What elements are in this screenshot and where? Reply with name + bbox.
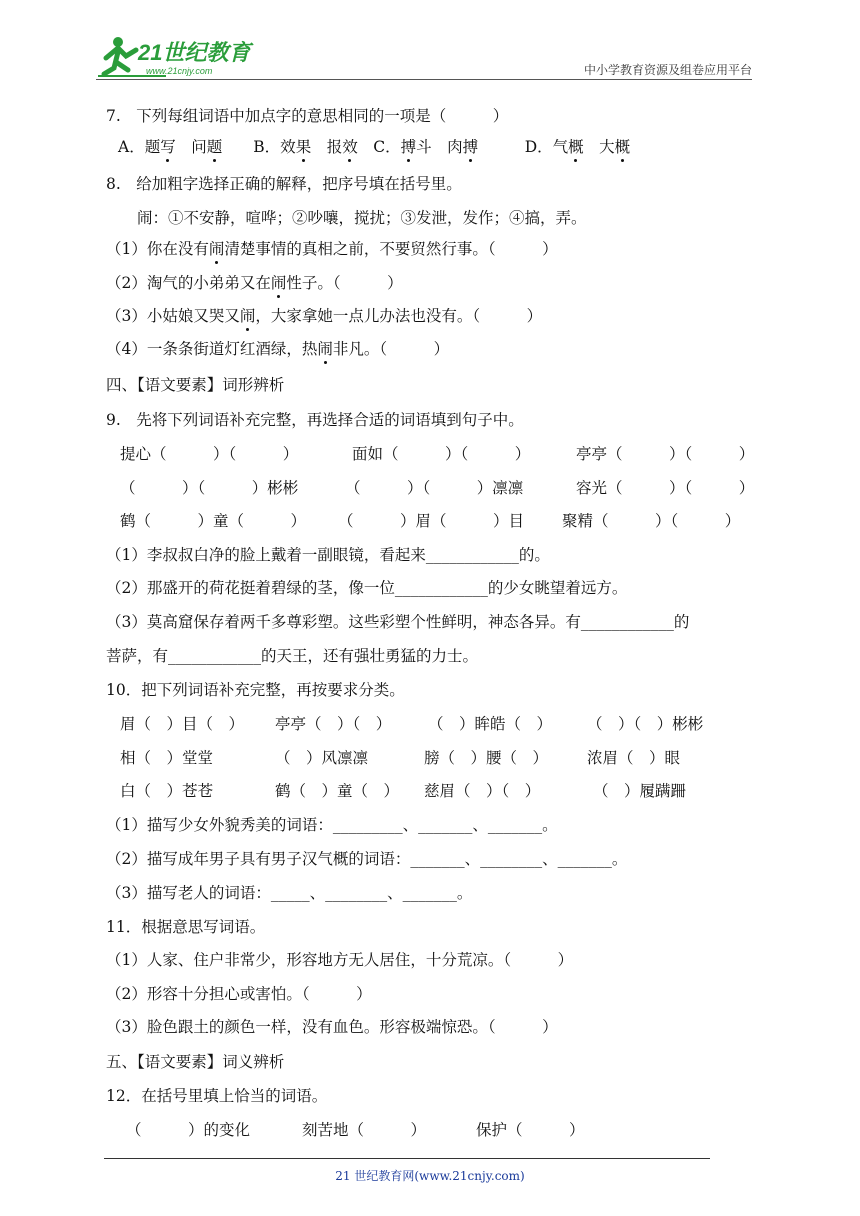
page-header [0,0,860,90]
site-logo [96,30,276,82]
q12-item: （ ）的变化 [126,1121,251,1139]
q9-sentence-3b: 菩萨，有____________的天王，还有强壮勇猛的力士。 [106,647,479,665]
q9-word: （ ）眉（ ）目 [338,512,525,530]
q11-item-2: （2）形容十分担心或害怕。（ ） [106,985,372,1003]
q7-options: A．题写 问题 B．效果 报效 C．搏斗 肉搏 D．气概 大概 [118,138,631,156]
q9-word: 提心（ ）（ ） [120,445,299,463]
q9-word: 聚精（ ）（ ） [562,512,741,530]
q9-word: （ ）（ ）彬彬 [120,479,299,497]
section-5-heading: 五、【语文要素】词义辨析 [106,1053,285,1071]
q11-item-3: （3）脸色跟土的颜色一样，没有血色。形容极端惊恐。（ ） [106,1018,558,1036]
q8-sentence-3: （3）小姑娘又哭又闹，大家拿她一点儿办法也没有。（ ） [106,307,543,325]
q11-stem: 11．根据意思写词语。 [106,918,266,936]
footer-divider [104,1158,710,1159]
q10-word: 慈眉（ ）（ ） [424,782,541,800]
q10-word: 亭亭（ ）（ ） [275,715,392,733]
q8-definitions: 闹：①不安静，喧哗；②吵嚷，搅扰；③发泄，发作；④搞，弄。 [137,209,587,227]
q9-word: 容光（ ）（ ） [576,479,755,497]
q9-word: （ ）（ ）凛凛 [345,479,524,497]
q8-sentence-4: （4）一条条街道灯红酒绿，热闹非凡。（ ） [106,340,450,358]
q8-stem: 8. 给加粗字选择正确的解释，把序号填在括号里。 [106,175,462,193]
q10-sentence-1: （1）描写少女外貌秀美的词语：_________、_______、_______。 [106,816,558,834]
q10-word: 浓眉（ ）眼 [587,749,681,767]
q7-stem: 7. 下列每组词语中加点字的意思相同的一项是（ ） [106,107,509,125]
q9-word: 亭亭（ ）（ ） [576,445,755,463]
q10-sentence-3: （3）描写老人的词语：_____、________、_______。 [106,884,473,902]
q8-sentence-2: （2）淘气的小弟弟又在闹性子。（ ） [106,274,403,292]
q9-word: 面如（ ）（ ） [352,445,531,463]
q10-word: （ ）（ ）彬彬 [587,715,704,733]
q10-word: （ ）眸皓（ ） [428,715,553,733]
logo-url: www.21cnjy.com [146,66,213,76]
q12-item: 保护（ ） [476,1121,585,1139]
q10-word: （ ）风凛凛 [275,749,369,767]
q10-sentence-2: （2）描写成年男子具有男子汉气概的词语：_______、________、_______。 [106,850,628,868]
platform-name: 中小学教育资源及组卷应用平台 [583,63,752,77]
q11-item-1: （1）人家、住户非常少，形容地方无人居住，十分荒凉。（ ） [106,951,574,969]
q12-stem: 12．在括号里填上恰当的词语。 [106,1087,328,1105]
q10-word: 相（ ）堂堂 [120,749,214,767]
logo-title: 21世纪教育 [138,40,251,65]
q9-sentence-3a: （3）莫高窟保存着两千多尊彩塑。这些彩塑个性鲜明，神态各异。有____________的 [106,613,690,631]
q8-sentence-1: （1）你在没有闹清楚事情的真相之前，不要贸然行事。（ ） [106,240,558,258]
q9-sentence-1: （1）李叔叔白净的脸上戴着一副眼镜，看起来____________的。 [106,546,550,564]
footer-text: 21 世纪教育网(www.21cnjy.com) [335,1169,525,1183]
q10-word: 白（ ）苍苍 [120,782,214,800]
q10-word: 鹤（ ）童（ ） [275,782,400,800]
q10-stem: 10．把下列词语补充完整，再按要求分类。 [106,681,405,699]
q10-word: 眉（ ）目（ ） [120,715,245,733]
q9-word: 鹤（ ）童（ ） [120,512,307,530]
q12-item: 刻苦地（ ） [302,1121,427,1139]
header-divider [96,79,752,80]
q10-word: 膀（ ）腰（ ） [424,749,549,767]
section-4-heading: 四、【语文要素】词形辨析 [106,376,285,394]
q9-stem: 9. 先将下列词语补充完整，再选择合适的词语填到句子中。 [106,411,524,429]
q10-word: （ ）履蹒跚 [593,782,687,800]
q9-sentence-2: （2）那盛开的荷花挺着碧绿的茎，像一位____________的少女眺望着远方。 [106,579,628,597]
